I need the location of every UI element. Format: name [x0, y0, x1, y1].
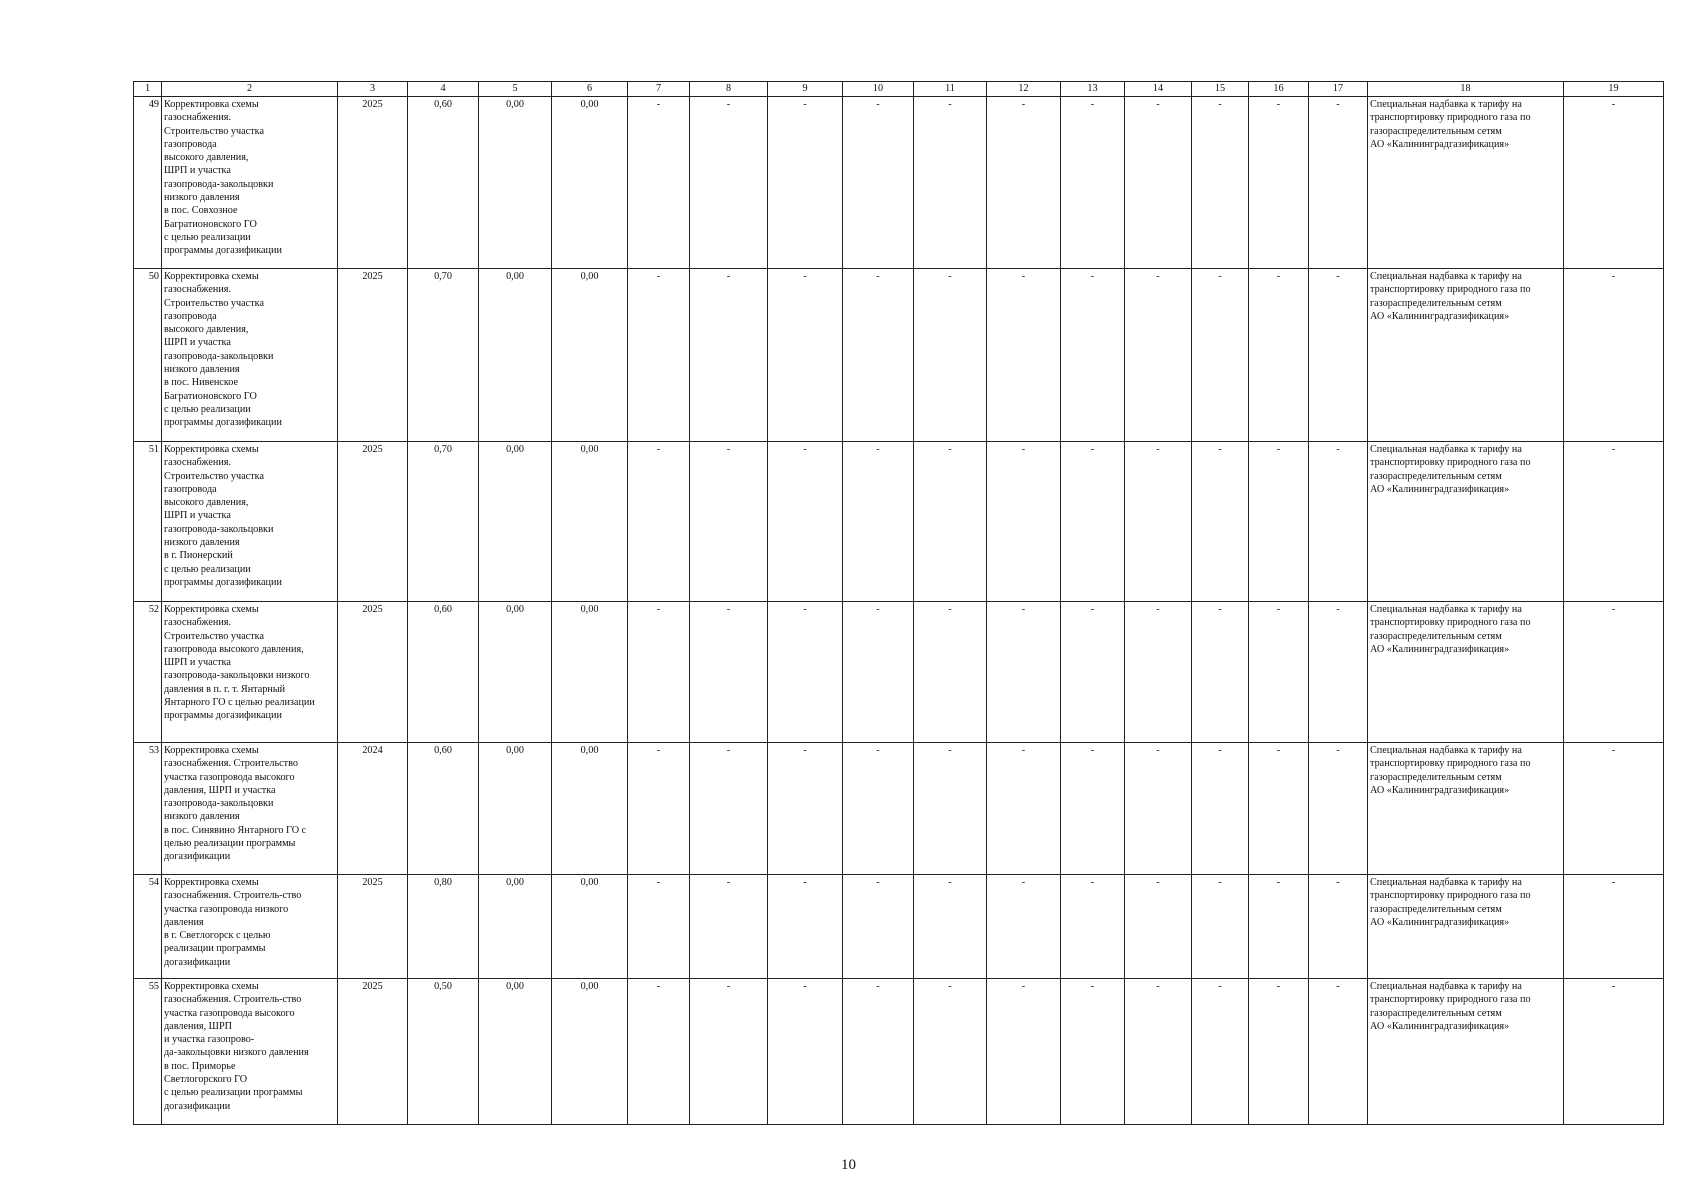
dash-cell: -	[768, 97, 843, 269]
dash-cell: -	[987, 269, 1061, 442]
value-cell: 0,70	[408, 442, 479, 602]
column-number-row	[134, 82, 1664, 97]
col-header: 11	[914, 82, 987, 97]
dash-cell: -	[987, 743, 1061, 875]
dash-cell: -	[1192, 743, 1249, 875]
col-header: 15	[1192, 82, 1249, 97]
dash-cell: -	[628, 442, 690, 602]
value-cell: 0,00	[552, 269, 628, 442]
dash-cell: -	[1564, 743, 1664, 875]
dash-cell: -	[1061, 602, 1125, 743]
dash-cell: -	[1061, 875, 1125, 979]
col-header: 19	[1564, 82, 1664, 97]
dash-cell: -	[1125, 97, 1192, 269]
dash-cell: -	[1125, 979, 1192, 1125]
dash-cell: -	[987, 979, 1061, 1125]
row-number: 51	[134, 442, 162, 602]
col-header: 9	[768, 82, 843, 97]
col-header: 8	[690, 82, 768, 97]
investment-table	[133, 81, 1664, 1125]
dash-cell: -	[690, 875, 768, 979]
col-header: 12	[987, 82, 1061, 97]
dash-cell: -	[914, 442, 987, 602]
dash-cell: -	[843, 442, 914, 602]
col-header: 6	[552, 82, 628, 97]
dash-cell: -	[1309, 743, 1368, 875]
funding-source: Специальная надбавка к тарифу на транспортировку природного газа по газораспределительным сетям АО «Калининградгазификация»	[1368, 743, 1564, 875]
dash-cell: -	[1564, 442, 1664, 602]
dash-cell: -	[628, 269, 690, 442]
dash-cell: -	[914, 743, 987, 875]
col-header: 2	[162, 82, 338, 97]
value-cell: 0,00	[552, 743, 628, 875]
dash-cell: -	[843, 602, 914, 743]
project-description: Корректировка схемы газоснабжения. Строительство участка газопровода высокого давления, ШРП и участка газопровода-закольцовки низкого давления в пос. Совхозное Багратионовского ГО с целью реализации программы догазификации	[162, 97, 338, 269]
col-header: 5	[479, 82, 552, 97]
year-cell: 2024	[338, 743, 408, 875]
dash-cell: -	[1249, 602, 1309, 743]
dash-cell: -	[690, 979, 768, 1125]
dash-cell: -	[1192, 602, 1249, 743]
dash-cell: -	[987, 442, 1061, 602]
dash-cell: -	[1125, 743, 1192, 875]
dash-cell: -	[1249, 269, 1309, 442]
value-cell: 0,00	[479, 743, 552, 875]
value-cell: 0,00	[479, 602, 552, 743]
project-description: Корректировка схемы газоснабжения. Строитель-ство участка газопровода низкого давления в г. Светлогорск с целью реализации программы догазификации	[162, 875, 338, 979]
dash-cell: -	[690, 269, 768, 442]
dash-cell: -	[690, 442, 768, 602]
dash-cell: -	[1564, 602, 1664, 743]
table-row	[134, 602, 1664, 743]
table-row	[134, 743, 1664, 875]
dash-cell: -	[987, 97, 1061, 269]
col-header: 3	[338, 82, 408, 97]
dash-cell: -	[628, 743, 690, 875]
year-cell: 2025	[338, 442, 408, 602]
dash-cell: -	[1192, 979, 1249, 1125]
funding-source: Специальная надбавка к тарифу на транспортировку природного газа по газораспределительным сетям АО «Калининградгазификация»	[1368, 269, 1564, 442]
dash-cell: -	[1249, 97, 1309, 269]
dash-cell: -	[914, 875, 987, 979]
value-cell: 0,00	[479, 442, 552, 602]
dash-cell: -	[1564, 875, 1664, 979]
project-description: Корректировка схемы газоснабжения. Строительство участка газопровода высокого давления, ШРП и участка газопровода-закольцовки низкого давления в г. Пионерский с целью реализации программы догазификации	[162, 442, 338, 602]
table-row	[134, 269, 1664, 442]
dash-cell: -	[1564, 979, 1664, 1125]
year-cell: 2025	[338, 875, 408, 979]
dash-cell: -	[843, 979, 914, 1125]
dash-cell: -	[1309, 269, 1368, 442]
dash-cell: -	[768, 602, 843, 743]
value-cell: 0,00	[479, 875, 552, 979]
project-description: Корректировка схемы газоснабжения. Строительство участка газопровода высокого давления, ШРП и участка газопровода-закольцовки низкого давления в п. г. т. Янтарный Янтарного ГО с целью реализации программы догазификации	[162, 602, 338, 743]
value-cell: 0,60	[408, 602, 479, 743]
dash-cell: -	[628, 602, 690, 743]
dash-cell: -	[843, 875, 914, 979]
dash-cell: -	[843, 269, 914, 442]
value-cell: 0,00	[552, 602, 628, 743]
dash-cell: -	[690, 743, 768, 875]
year-cell: 2025	[338, 97, 408, 269]
dash-cell: -	[1061, 743, 1125, 875]
dash-cell: -	[690, 97, 768, 269]
dash-cell: -	[1309, 875, 1368, 979]
dash-cell: -	[768, 442, 843, 602]
col-header: 4	[408, 82, 479, 97]
dash-cell: -	[690, 602, 768, 743]
value-cell: 0,00	[552, 97, 628, 269]
dash-cell: -	[843, 743, 914, 875]
table-row	[134, 442, 1664, 602]
project-description: Корректировка схемы газоснабжения. Строительство участка газопровода высокого давления, ШРП и участка газопровода-закольцовки низкого давления в пос. Нивенское Багратионовского ГО с целью реализации программы догазификации	[162, 269, 338, 442]
dash-cell: -	[914, 97, 987, 269]
dash-cell: -	[1125, 875, 1192, 979]
value-cell: 0,50	[408, 979, 479, 1125]
row-number: 55	[134, 979, 162, 1125]
col-header: 1	[134, 82, 162, 97]
dash-cell: -	[768, 979, 843, 1125]
value-cell: 0,00	[552, 442, 628, 602]
dash-cell: -	[1309, 97, 1368, 269]
funding-source: Специальная надбавка к тарифу на транспортировку природного газа по газораспределительным сетям АО «Калининградгазификация»	[1368, 979, 1564, 1125]
dash-cell: -	[768, 269, 843, 442]
dash-cell: -	[914, 602, 987, 743]
col-header: 18	[1368, 82, 1564, 97]
dash-cell: -	[1192, 875, 1249, 979]
row-number: 49	[134, 97, 162, 269]
col-header: 16	[1249, 82, 1309, 97]
dash-cell: -	[628, 979, 690, 1125]
dash-cell: -	[987, 875, 1061, 979]
value-cell: 0,60	[408, 743, 479, 875]
dash-cell: -	[1564, 97, 1664, 269]
value-cell: 0,00	[552, 979, 628, 1125]
funding-source: Специальная надбавка к тарифу на транспортировку природного газа по газораспределительным сетям АО «Калининградгазификация»	[1368, 442, 1564, 602]
dash-cell: -	[1192, 442, 1249, 602]
dash-cell: -	[1061, 97, 1125, 269]
dash-cell: -	[768, 743, 843, 875]
project-description: Корректировка схемы газоснабжения. Строитель-ство участка газопровода высокого давления, ШРП и участка газопрово- да-закольцовки низкого давления в пос. Приморье Светлогорского ГО с целью реализации программы догазификации	[162, 979, 338, 1125]
dash-cell: -	[1125, 269, 1192, 442]
value-cell: 0,00	[479, 979, 552, 1125]
dash-cell: -	[1309, 442, 1368, 602]
dash-cell: -	[1125, 442, 1192, 602]
value-cell: 0,00	[479, 97, 552, 269]
row-number: 54	[134, 875, 162, 979]
value-cell: 0,70	[408, 269, 479, 442]
col-header: 10	[843, 82, 914, 97]
col-header: 13	[1061, 82, 1125, 97]
dash-cell: -	[1192, 269, 1249, 442]
dash-cell: -	[628, 97, 690, 269]
table-row	[134, 979, 1664, 1125]
dash-cell: -	[768, 875, 843, 979]
dash-cell: -	[914, 979, 987, 1125]
row-number: 53	[134, 743, 162, 875]
dash-cell: -	[1125, 602, 1192, 743]
table-row	[134, 875, 1664, 979]
dash-cell: -	[1249, 743, 1309, 875]
dash-cell: -	[1309, 979, 1368, 1125]
row-number: 50	[134, 269, 162, 442]
year-cell: 2025	[338, 979, 408, 1125]
col-header: 17	[1309, 82, 1368, 97]
dash-cell: -	[628, 875, 690, 979]
value-cell: 0,80	[408, 875, 479, 979]
year-cell: 2025	[338, 269, 408, 442]
row-number: 52	[134, 602, 162, 743]
dash-cell: -	[1061, 269, 1125, 442]
dash-cell: -	[914, 269, 987, 442]
dash-cell: -	[1249, 875, 1309, 979]
table-row	[134, 97, 1664, 269]
dash-cell: -	[1249, 979, 1309, 1125]
value-cell: 0,00	[479, 269, 552, 442]
col-header: 14	[1125, 82, 1192, 97]
dash-cell: -	[1061, 979, 1125, 1125]
project-description: Корректировка схемы газоснабжения. Строительство участка газопровода высокого давления, ШРП и участка газопровода-закольцовки низкого давления в пос. Синявино Янтарного ГО с целью реализации программы догазификации	[162, 743, 338, 875]
funding-source: Специальная надбавка к тарифу на транспортировку природного газа по газораспределительным сетям АО «Калининградгазификация»	[1368, 602, 1564, 743]
funding-source: Специальная надбавка к тарифу на транспортировку природного газа по газораспределительным сетям АО «Калининградгазификация»	[1368, 97, 1564, 269]
dash-cell: -	[1192, 97, 1249, 269]
dash-cell: -	[1564, 269, 1664, 442]
dash-cell: -	[987, 602, 1061, 743]
year-cell: 2025	[338, 602, 408, 743]
value-cell: 0,00	[552, 875, 628, 979]
dash-cell: -	[1309, 602, 1368, 743]
page-number: 10	[841, 1157, 856, 1173]
dash-cell: -	[1249, 442, 1309, 602]
col-header: 7	[628, 82, 690, 97]
funding-source: Специальная надбавка к тарифу на транспортировку природного газа по газораспределительным сетям АО «Калининградгазификация»	[1368, 875, 1564, 979]
dash-cell: -	[843, 97, 914, 269]
dash-cell: -	[1061, 442, 1125, 602]
value-cell: 0,60	[408, 97, 479, 269]
